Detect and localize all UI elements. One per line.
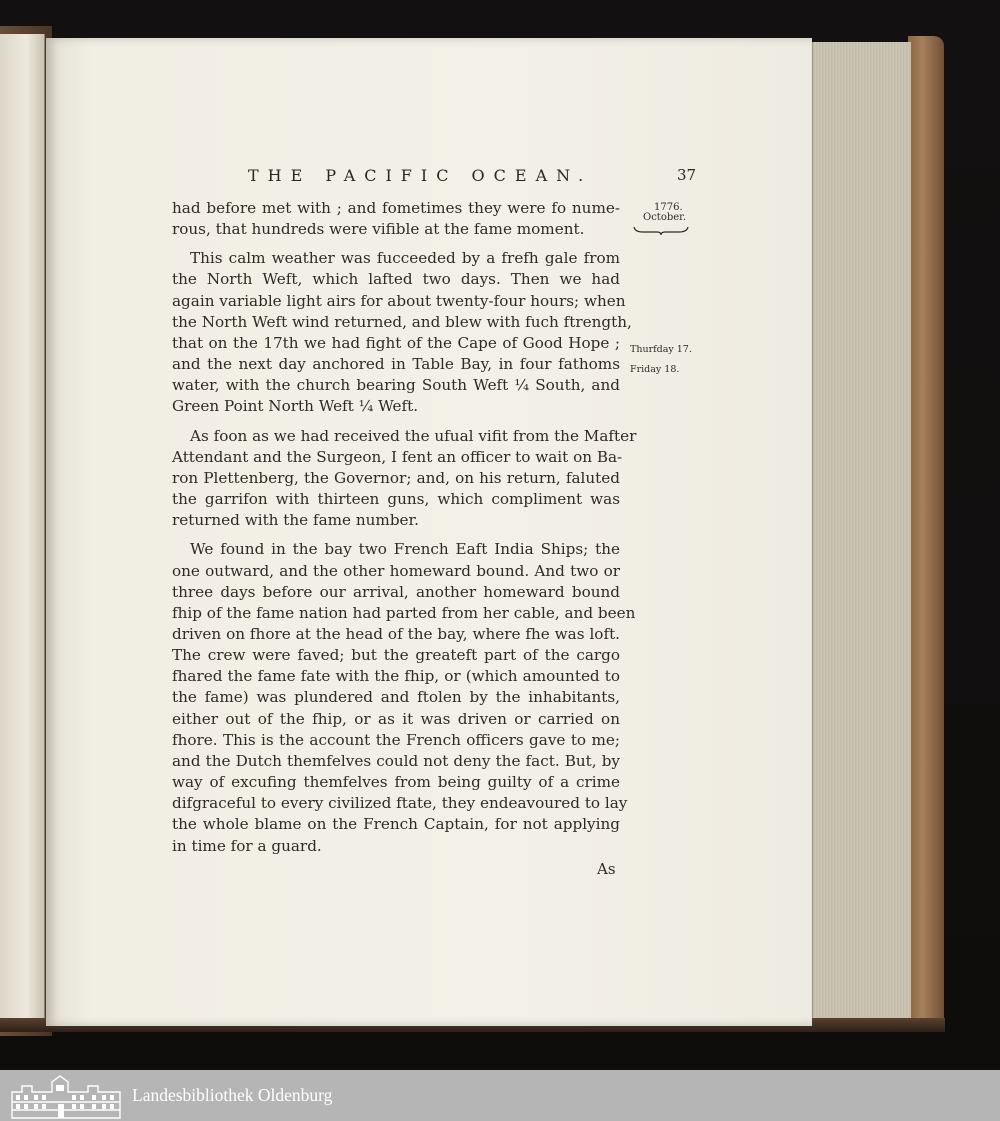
text-line: one outward, and the other homeward bound. And two or xyxy=(172,561,620,580)
text-line: returned with the fame number. xyxy=(172,511,419,530)
text-line: again variable light airs for about twenty-four hours; when xyxy=(172,291,626,310)
text-line: fhore. This is the account the French officers gave to me; xyxy=(172,730,620,749)
text-line: driven on fhore at the head of the bay, where fhe was loft. xyxy=(172,624,620,643)
text-line: the North Weft, which lafted two days. Then we had xyxy=(172,270,620,289)
text-line: Attendant and the Surgeon, I fent an officer to wait on Ba- xyxy=(172,447,623,466)
text-line: water, with the church bearing South Weft ¼ South, and xyxy=(172,376,620,395)
paragraph xyxy=(172,198,620,240)
text-line: the garrifon with thirteen guns, which compliment was xyxy=(172,490,620,509)
text-line: As foon as we had received the ufual vifit from the Mafter xyxy=(190,426,637,445)
text-line: The crew were faved; but the greateft part of the cargo xyxy=(172,646,620,665)
text-line: We found in the bay two French Eaft India Ships; the xyxy=(190,540,620,559)
text-line: the fame) was plundered and ftolen by the inhabitants, xyxy=(172,688,620,707)
running-title: THE PACIFIC OCEAN. xyxy=(248,166,593,185)
paragraph xyxy=(172,426,637,532)
margin-date-friday: Friday 18. xyxy=(630,364,680,375)
text-line: This calm weather was fucceeded by a frefh gale from xyxy=(190,249,620,268)
text-line: three days before our arrival, another homeward bound xyxy=(172,582,620,601)
text-line: difgraceful to every civilized ftate, they endeavoured to lay xyxy=(172,794,628,813)
text-line: fhared the fame fate with the fhip, or (which amounted to xyxy=(172,667,620,686)
text-line: Green Point North Weft ¼ Weft. xyxy=(172,397,419,416)
text-line: in time for a guard. xyxy=(172,836,322,855)
text-line: way of excufing themfelves from being guilty of a crime xyxy=(172,773,620,792)
text-line: and the Dutch themfelves could not deny the fact. But, by xyxy=(172,751,620,770)
text-line: ron Plettenberg, the Governor; and, on his return, faluted xyxy=(172,468,620,487)
text-line: had before met with ; and fometimes they were fo nume- xyxy=(172,199,620,217)
library-name: Landesbibliothek Oldenburg xyxy=(132,1085,333,1105)
text-line: rous, that hundreds were vifible at the fame moment. xyxy=(172,220,585,239)
text-line: and the next day anchored in Table Bay, in four fathoms xyxy=(172,355,620,374)
text-line: the whole blame on the French Captain, for not applying xyxy=(172,815,620,834)
left-page-edge xyxy=(0,34,45,1022)
text-line: the North Weft wind returned, and blew with fuch ftrength, xyxy=(172,312,632,331)
catchword: As xyxy=(597,860,616,878)
margin-brace xyxy=(633,226,689,235)
right-cover xyxy=(908,36,944,1026)
body-text xyxy=(172,198,637,865)
paragraph xyxy=(172,539,636,856)
text-line: either out of the fhip, or as it was driven or carried on xyxy=(172,709,620,728)
library-building-icon xyxy=(8,1072,124,1120)
page-number: 37 xyxy=(677,166,697,184)
library-footer-bar xyxy=(0,1070,1000,1121)
margin-date-thursday: Thurfday 17. xyxy=(630,344,692,355)
margin-month: October. xyxy=(643,212,687,223)
text-line: fhip of the fame nation had parted from her cable, and been xyxy=(172,603,636,622)
paragraph xyxy=(172,248,632,417)
page-edges xyxy=(812,42,911,1024)
text-line: that on the 17th we had fight of the Cape of Good Hope ; xyxy=(172,333,620,352)
margin-year: 1776. xyxy=(654,202,683,213)
